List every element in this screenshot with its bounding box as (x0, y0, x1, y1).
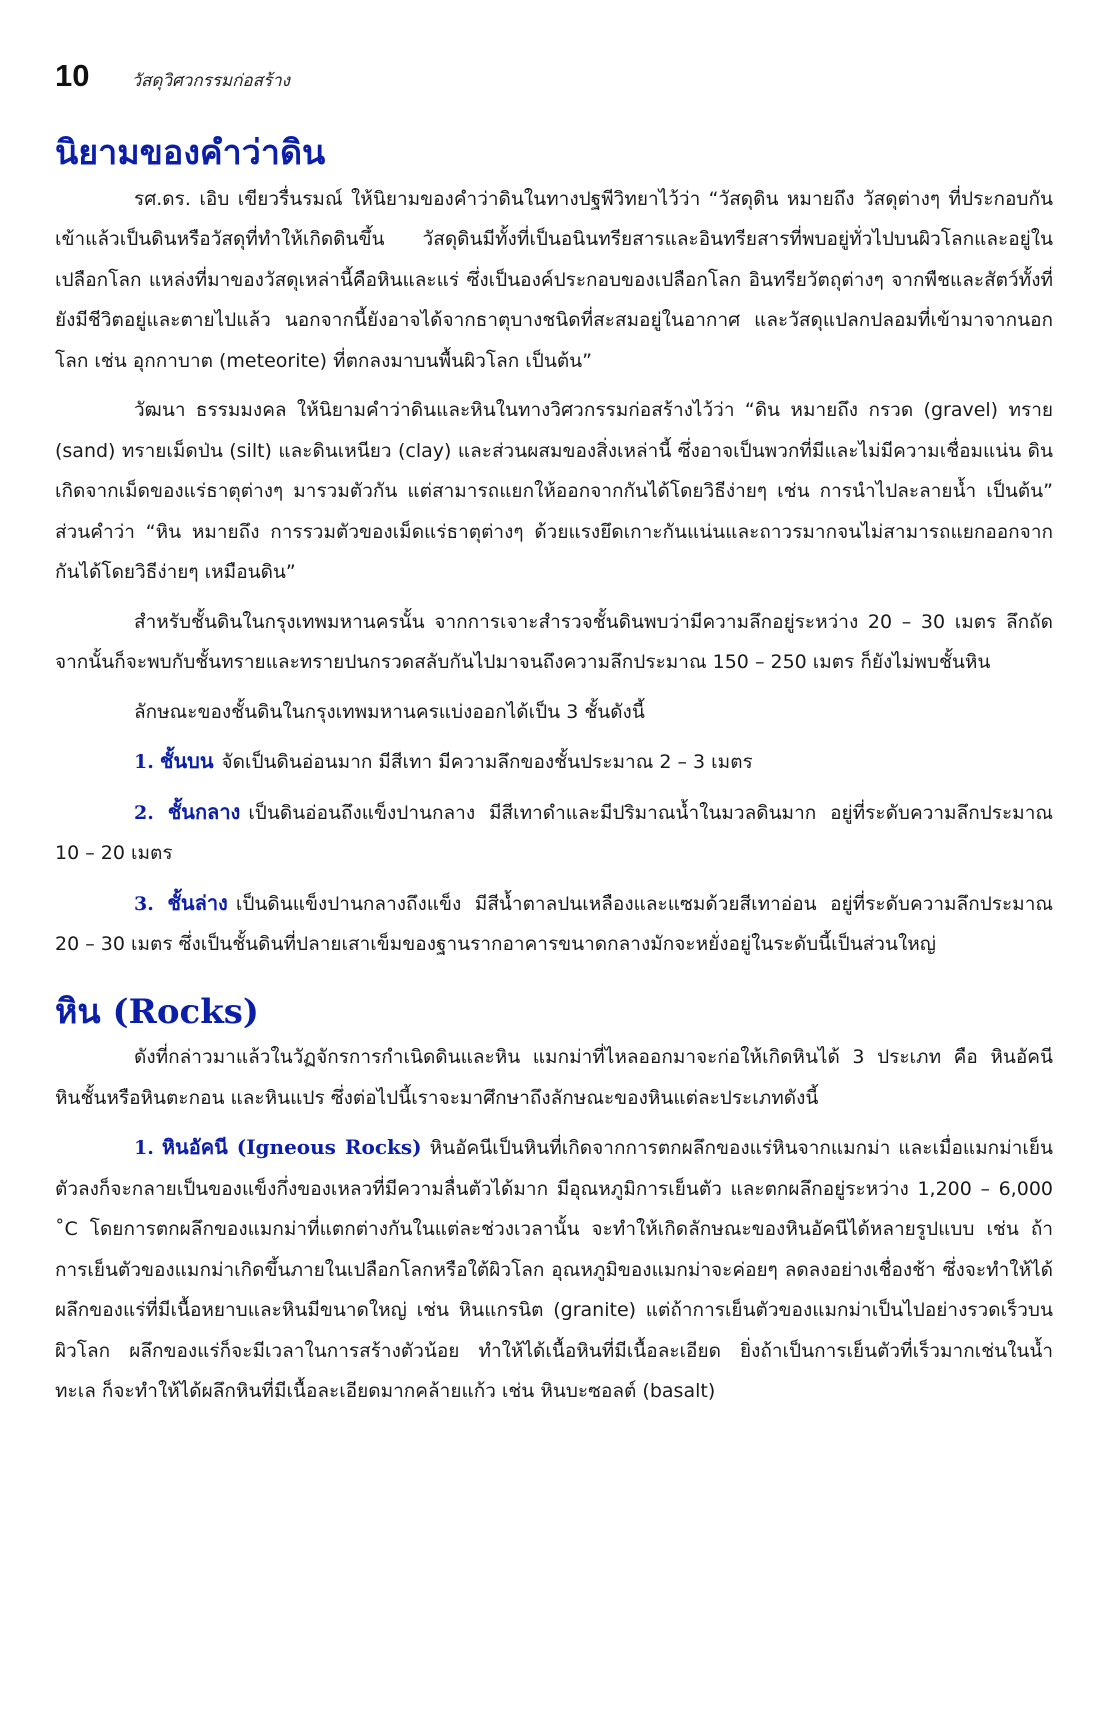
layer-number: 1. (134, 751, 154, 773)
layer-text: เป็นดินแข็งปานกลางถึงแข็ง มีสีน้ำตาลปนเหลืองและแซมด้วยสีเทาอ่อน อยู่ที่ระดับความลึกประมาณ 20 – 30 เมตร ซึ่งเป็นชั้นดินที่ปลายเสาเข็มของฐานรากอาคารขนาดกลางมักจะหยั่งอยู่ในระดับนี้เป็นส่วนใหญ่ (55, 892, 1053, 955)
layer-term: ชั้นบน (159, 749, 214, 773)
page-content (55, 132, 1053, 1421)
paragraph: วัฒนา ธรรมมงคล ให้นิยามคำว่าดินและหินในทางวิศวกรรมก่อสร้างไว้ว่า “ดิน หมายถึง กรวด (gravel) ทราย (sand) ทรายเม็ดป่น (silt) และดินเหนียว (clay) และส่วนผสมของสิ่งเหล่านี้ ซึ่งอาจเป็นพวกที่มีและไม่มีความเชื่อมแน่น ดินเกิดจากเม็ดของแร่ธาตุต่างๆ มารวมตัวกัน แต่สามารถแยกให้ออกจากกันได้โดยวิธีง่ายๆ เช่น การนำไปละลายน้ำ เป็นต้น” ส่วนคำว่า “หิน หมายถึง การรวมตัวของเม็ดแร่ธาตุต่างๆ ด้วยแรงยึดเกาะกันแน่นและถาวรมากจนไม่สามารถแยกออกจากกันได้โดยวิธีง่ายๆ เหมือนดิน” (55, 399, 1053, 583)
paragraph: สำหรับชั้นดินในกรุงเทพมหานครนั้น จากการเจาะสำรวจชั้นดินพบว่ามีความลึกอยู่ระหว่าง 20 – 30 เมตร ลึกถัดจากนั้นก็จะพบกับชั้นทรายและทรายปนกรวดสลับกันไปมาจนถึงความลึกประมาณ 150 – 250 เมตร ก็ยังไม่พบชั้นหิน (55, 610, 1053, 673)
layer-item (55, 883, 1053, 965)
section-heading-rocks: หิน (Rocks) (55, 991, 259, 1032)
rock-type-text: หินอัคนีเป็นหินที่เกิดจากการตกผลึกของแร่หินจากแมกม่า และเมื่อแมกม่าเย็นตัวลงก็จะกลายเป็นของแข็งกึ่งของเหลวที่มีความลื่นตัวได้มาก มีอุณหภูมิการเย็นตัว และตกผลึกอยู่ระหว่าง 1,200 – 6,000 ˚C โดยการตกผลึกของแมกม่าที่แตกต่างกันในแต่ละช่วงเวลานั้น จะทำให้เกิดลักษณะของหินอัคนีได้หลายรูปแบบ เช่น ถ้าการเย็นตัวของแมกม่าเกิดขึ้นภายในเปลือกโลกหรือใต้ผิวโลก อุณหภูมิของแมกม่าจะค่อยๆ ลดลงอย่างเชื่องช้า ซึ่งจะทำให้ได้ผลึกของแร่ที่มีเนื้อหยาบและหินมีขนาดใหญ่ เช่น หินแกรนิต (granite) แต่ถ้าการเย็นตัวของแมกม่าเป็นไปอย่างรวดเร็วบนผิวโลก ผลึกของแร่ก็จะมีเวลาในการสร้างตัวน้อย ทำให้ได้เนื้อหินที่มีเนื้อละเอียด ยิ่งถ้าเป็นการเย็นตัวที่เร็วมากเช่นในน้ำทะเล ก็จะทำให้ได้ผลึกหินที่มีเนื้อละเอียดมากคล้ายแก้ว เช่น หินบะซอลต์ (basalt) (55, 1137, 1053, 1402)
paragraph: ลักษณะของชั้นดินในกรุงเทพมหานครแบ่งออกได้เป็น 3 ชั้นดังนี้ (134, 700, 645, 723)
layer-text: เป็นดินอ่อนถึงแข็งปานกลาง มีสีเทาดำและมีปริมาณน้ำในมวลดินมาก อยู่ที่ระดับความลึกประมาณ 10 – 20 เมตร (55, 801, 1053, 864)
rock-type-term: หินอัคนี (Igneous Rocks) (161, 1135, 422, 1159)
rock-type-number: 1. (134, 1137, 154, 1159)
layer-text: จัดเป็นดินอ่อนมาก มีสีเทา มีความลึกของชั้นประมาณ 2 – 3 เมตร (221, 751, 753, 773)
page-header (55, 58, 290, 94)
layer-number: 3. (134, 892, 154, 915)
layer-term: ชั้นกลาง (167, 799, 241, 824)
section-heading-soil-definition: นิยามของคำว่าดิน (55, 133, 326, 173)
running-title: วัสดุวิศวกรรมก่อสร้าง (131, 71, 290, 91)
layer-item (55, 741, 1053, 783)
paragraph: รศ.ดร. เอิบ เขียวรื่นรมณ์ ให้นิยามของคำว่าดินในทางปฐพีวิทยาไว้ว่า “วัสดุดิน หมายถึง วัสดุต่างๆ ที่ประกอบกันเข้าแล้วเป็นดินหรือวัสดุที่ทำให้เกิดดินขึ้น วัสดุดินมีทั้งที่เป็นอนินทรียสารและอินทรียสารที่พบอยู่ทั่วไปบนผิวโลกและอยู่ในเปลือกโลก แหล่งที่มาของวัสดุเหล่านี้คือหินและแร่ ซึ่งเป็นองค์ประกอบของเปลือกโลก อินทรียวัตถุต่างๆ จากพืชและสัตว์ทั้งที่ยังมีชีวิตอยู่และตายไปแล้ว นอกจากนี้ยังอาจได้จากธาตุบางชนิดที่สะสมอยู่ในอากาศ และวัสดุแปลกปลอมที่เข้ามาจากนอกโลก เช่น อุกกาบาต (meteorite) ที่ตกลงมาบนพื้นผิวโลก เป็นต้น” (55, 187, 1053, 372)
layer-number: 2. (134, 801, 154, 824)
rock-type-item (55, 1127, 1053, 1412)
layer-item (55, 792, 1053, 874)
page-number: 10 (55, 58, 90, 93)
layer-term: ชั้นล่าง (167, 890, 228, 915)
paragraph: ดังที่กล่าวมาแล้วในวัฏจักรการกำเนิดดินและหิน แมกม่าที่ไหลออกมาจะก่อให้เกิดหินได้ 3 ประเภท คือ หินอัคนี หินชั้นหรือหินตะกอน และหินแปร ซึ่งต่อไปนี้เราจะมาศึกษาถึงลักษณะของหินแต่ละประเภทดังนี้ (55, 1046, 1053, 1109)
